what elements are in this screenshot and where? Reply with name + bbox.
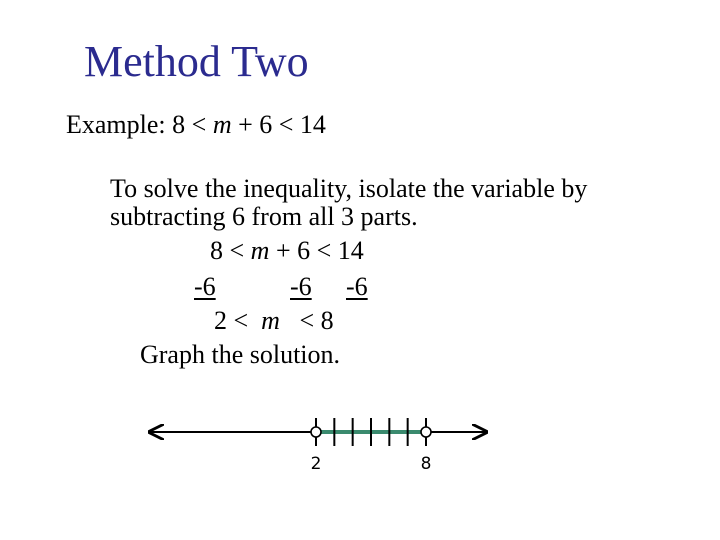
open-circle-8 [421,427,431,437]
subtract-middle: -6 [290,272,312,301]
open-circle-2 [311,427,321,437]
instruction-line-2: subtracting 6 from all 3 parts. [110,202,418,231]
subtract-right: -6 [346,272,368,301]
result-right: < 8 [299,306,334,335]
equation-left: 8 < [210,236,245,265]
number-line-label-max: 8 [420,454,432,474]
equation-right: + 6 < 14 [275,236,364,265]
result-variable: m [261,306,280,335]
example-variable: m [212,110,232,139]
example-expr-left: 8 < [172,110,207,139]
result-left: 2 < [214,306,249,335]
number-line-label-min: 2 [310,454,322,474]
example-expr-right: + 6 < 14 [238,110,326,139]
graph-instruction: Graph the solution. [140,340,341,369]
subtract-left: -6 [194,272,216,301]
equation-variable: m [250,236,270,265]
slide-title: Method Two [84,37,309,86]
example-label: Example: [66,110,166,139]
instruction-line-1: To solve the inequality, isolate the variable by [110,174,588,203]
